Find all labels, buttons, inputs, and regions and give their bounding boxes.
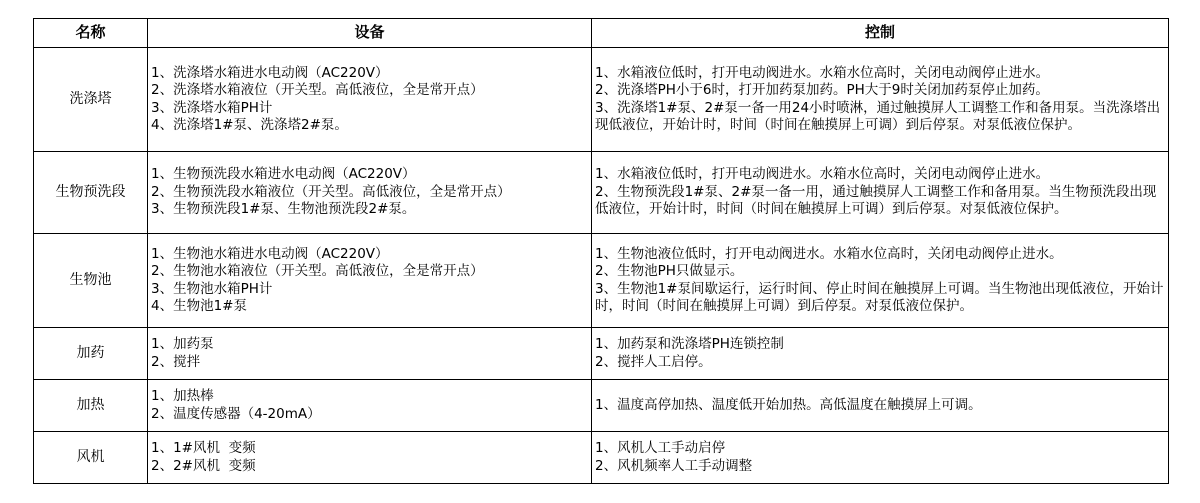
equipment-cell bbox=[148, 234, 592, 328]
table-row-dosing bbox=[34, 328, 1169, 380]
control-item: 1、加药泵和洗涤塔PH连锁控制 bbox=[595, 336, 784, 352]
equipment-item: 3、洗涤塔水箱PH计 bbox=[151, 99, 273, 116]
equipment-item: 1、生物池水箱进水电动阀（AC220V） bbox=[151, 245, 389, 262]
control-item: 2、洗涤塔PH小于6时，打开加药泵加药。PH大于9时关闭加药泵停止加药。 bbox=[595, 82, 1049, 98]
control-cell bbox=[592, 48, 1169, 152]
equipment-item: 1、洗涤塔水箱进水电动阀（AC220V） bbox=[151, 64, 389, 81]
control-cell bbox=[592, 328, 1169, 380]
table-row-heating bbox=[34, 380, 1169, 432]
control-item: 3、洗涤塔1#泵、2#泵一备一用24小时喷淋，通过触摸屏人工调整工作和备用泵。当洗涤塔出现低液位，开始计时，时间（时间在触摸屏上可调）到后停泵。对泵低液位保护。 bbox=[595, 99, 1161, 133]
row-name: 洗涤塔 bbox=[34, 48, 148, 152]
equipment-item: 3、生物池水箱PH计 bbox=[151, 280, 273, 297]
control-spec-table bbox=[33, 18, 1169, 484]
control-cell bbox=[592, 234, 1169, 328]
equipment-item: 2、2#风机 变频 bbox=[151, 457, 256, 474]
equipment-item: 1、加热棒 bbox=[151, 388, 214, 404]
equipment-item: 2、温度传感器（4-20mA） bbox=[151, 405, 321, 422]
control-item: 2、生物预洗段1#泵、2#泵一备一用，通过触摸屏人工调整工作和备用泵。当生物预洗段出现低液位，开始计时，时间（时间在触摸屏上可调）到后停泵。对泵低液位保护。 bbox=[595, 183, 1157, 218]
table-row-bio-prewash bbox=[34, 152, 1169, 234]
row-name: 生物预洗段 bbox=[34, 152, 148, 234]
equipment-cell bbox=[148, 432, 592, 484]
equipment-item: 3、生物预洗段1#泵、生物池预洗段2#泵。 bbox=[151, 201, 416, 218]
control-item: 1、生物池液位低时，打开电动阀进水。水箱水位高时，关闭电动阀停止进水。 bbox=[595, 245, 1063, 262]
equipment-item: 1、1#风机 变频 bbox=[151, 440, 256, 456]
header-equipment: 设备 bbox=[148, 19, 592, 48]
control-item: 1、风机人工手动启停 bbox=[595, 440, 726, 456]
control-item: 2、风机频率人工手动调整 bbox=[595, 457, 753, 474]
equipment-item: 1、加药泵 bbox=[151, 336, 214, 352]
control-item: 1、水箱液位低时，打开电动阀进水。水箱水位高时，关闭电动阀停止进水。 bbox=[595, 166, 1050, 183]
row-name: 加热 bbox=[34, 380, 148, 432]
equipment-item: 1、生物预洗段水箱进水电动阀（AC220V） bbox=[151, 166, 416, 183]
equipment-cell bbox=[148, 328, 592, 380]
row-name: 生物池 bbox=[34, 234, 148, 328]
equipment-item: 4、洗涤塔1#泵、洗涤塔2#泵。 bbox=[151, 117, 348, 133]
header-row bbox=[34, 19, 1169, 48]
control-cell bbox=[592, 152, 1169, 234]
equipment-item: 2、生物预洗段水箱液位（开关型。高低液位，全是常开点） bbox=[151, 183, 511, 200]
control-item: 2、搅拌人工启停。 bbox=[595, 353, 712, 370]
control-item: 1、水箱液位低时，打开电动阀进水。水箱水位高时，关闭电动阀停止进水。 bbox=[595, 64, 1050, 81]
equipment-item: 2、搅拌 bbox=[151, 353, 201, 370]
equipment-item: 2、洗涤塔水箱液位（开关型。高低液位，全是常开点） bbox=[151, 82, 484, 98]
control-cell bbox=[592, 432, 1169, 484]
header-name: 名称 bbox=[34, 19, 148, 48]
equipment-cell bbox=[148, 48, 592, 152]
equipment-cell bbox=[148, 152, 592, 234]
control-item: 3、生物池1#泵间歇运行，运行时间、停止时间在触摸屏上可调。当生物池出现低液位，开始计时，时间（时间在触摸屏上可调）到后停泵。对泵低液位保护。 bbox=[595, 280, 1164, 314]
equipment-cell bbox=[148, 380, 592, 432]
row-name: 风机 bbox=[34, 432, 148, 484]
equipment-item: 2、生物池水箱液位（开关型。高低液位，全是常开点） bbox=[151, 263, 484, 279]
table-row-bio-tank bbox=[34, 234, 1169, 328]
control-cell bbox=[592, 380, 1169, 432]
equipment-item: 4、生物池1#泵 bbox=[151, 298, 247, 314]
row-name: 加药 bbox=[34, 328, 148, 380]
control-item: 1、温度高停加热、温度低开始加热。高低温度在触摸屏上可调。 bbox=[595, 396, 982, 413]
control-item: 2、生物池PH只做显示。 bbox=[595, 263, 744, 279]
header-control: 控制 bbox=[592, 19, 1169, 48]
table-row-fan bbox=[34, 432, 1169, 484]
table-row-scrubber bbox=[34, 48, 1169, 152]
